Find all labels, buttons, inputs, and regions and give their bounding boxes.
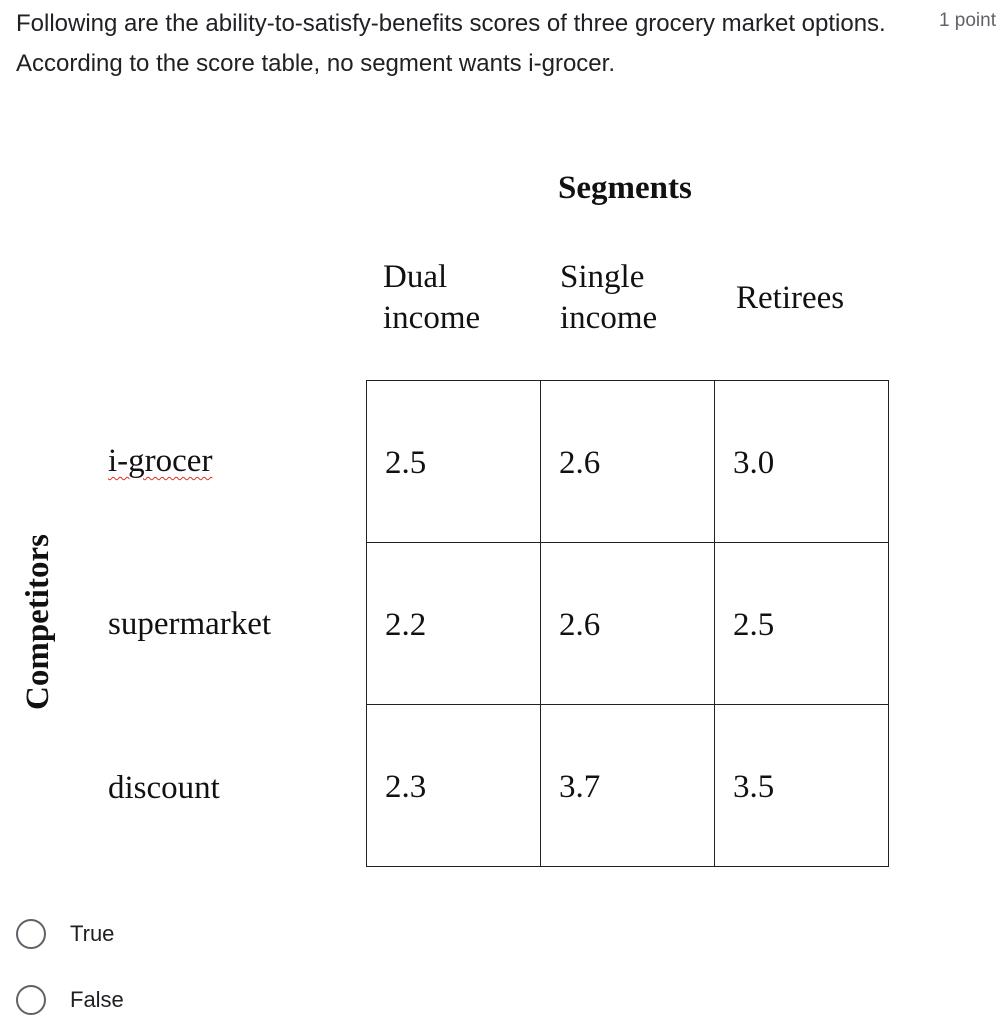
score-cell: 3.0 [715,381,889,543]
row-label-discount: discount [108,770,220,806]
competitors-heading: Competitors [20,534,56,710]
table-row [367,381,889,543]
column-header-single-income: Single income [560,259,658,336]
points-label: 1 point [938,10,996,31]
segments-heading: Segments [558,170,692,206]
option-true[interactable] [16,919,114,949]
score-cell: 2.5 [367,381,541,543]
score-cell: 2.6 [541,543,715,705]
score-cell: 2.5 [715,543,889,705]
row-label-supermarket: supermarket [108,606,272,642]
column-header-retirees: Retirees [736,280,845,316]
score-cell: 2.3 [367,705,541,867]
option-false[interactable] [16,985,124,1015]
score-cell: 3.5 [715,705,889,867]
radio-button-true[interactable] [16,919,46,949]
column-header-dual-income: Dual income [383,259,481,336]
score-table [366,380,889,867]
option-label-false: False [70,987,124,1012]
score-cell: 2.6 [541,381,715,543]
radio-button-false[interactable] [16,985,46,1015]
score-cell: 3.7 [541,705,715,867]
row-label-i-grocer: i-grocer [108,443,213,479]
score-cell: 2.2 [367,543,541,705]
table-row [367,543,889,705]
option-label-true: True [70,921,115,946]
table-row [367,705,889,867]
question-title: Following are the ability-to-satisfy-benefits scores of three grocery market options. According to the score table, no segment wants i-grocer. [16,10,886,77]
